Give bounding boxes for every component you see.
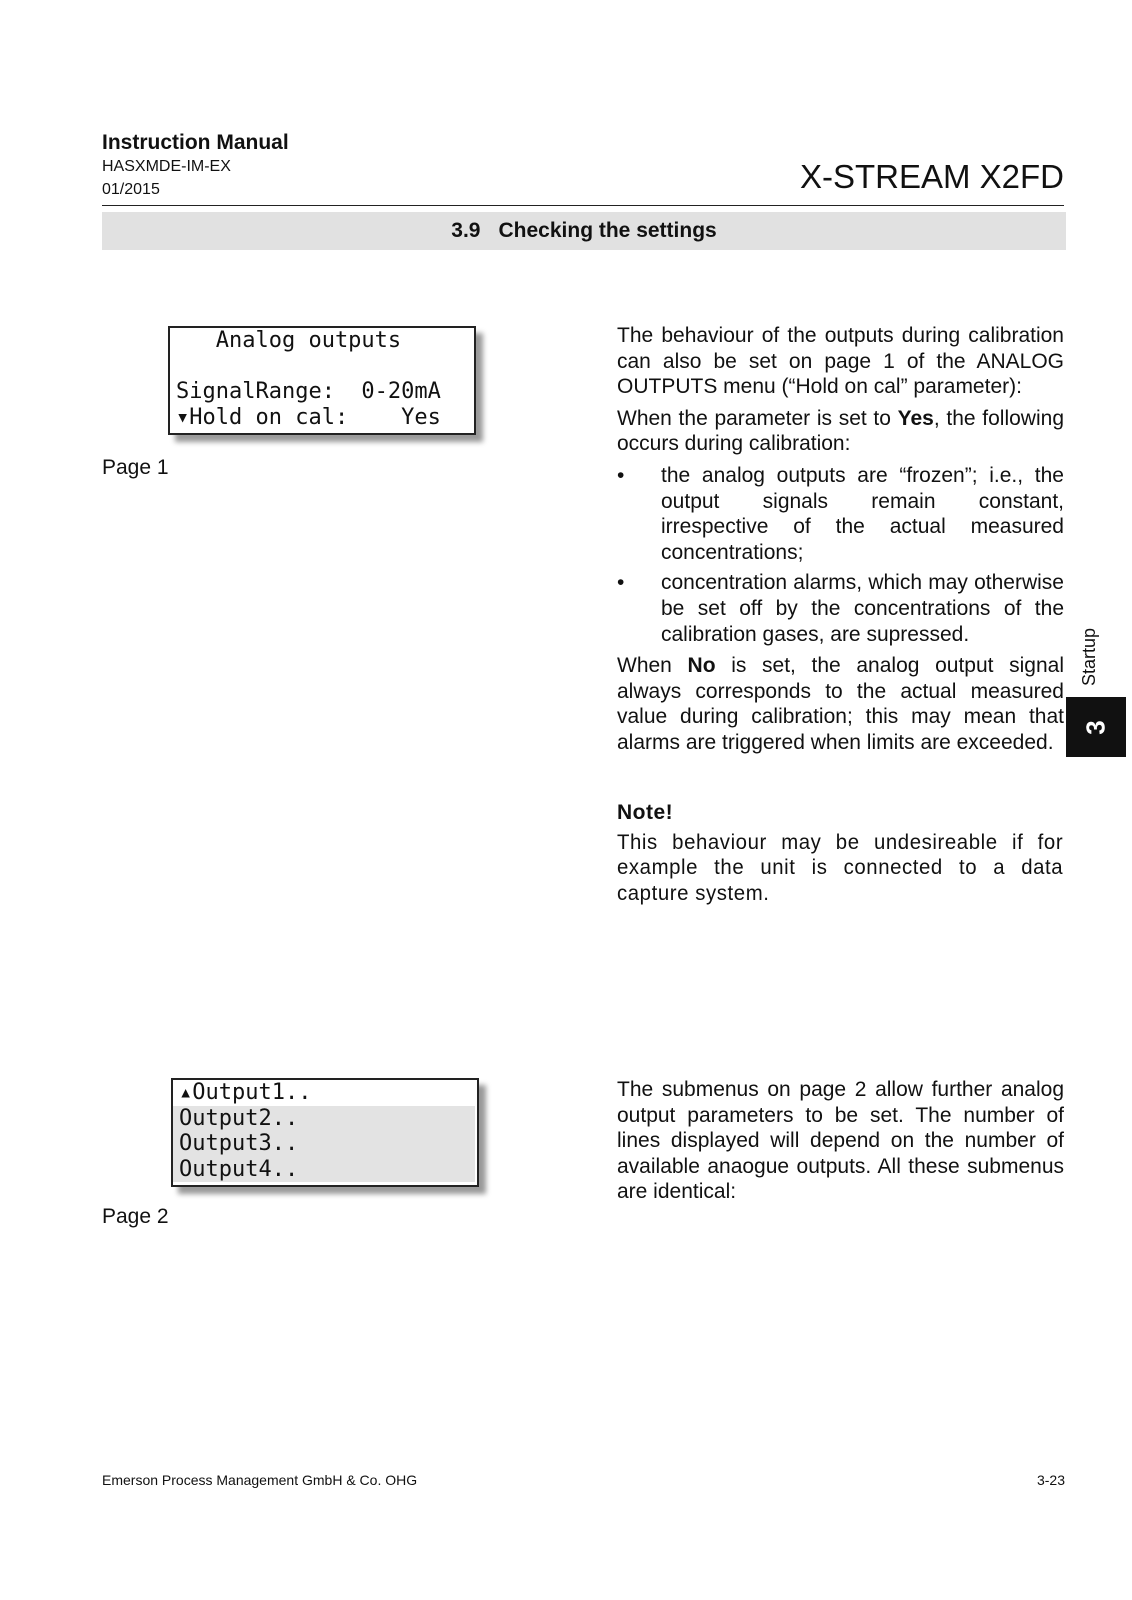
note-body: This behaviour may be undesireable if for example the unit is connected to a data capture system.: [617, 830, 1064, 905]
paragraph: When No is set, the analog output signal always corresponds to the actual measured value during calibration; this may mean that alarms are triggered when limits are exceeded.: [617, 654, 1065, 754]
lcd-display-page1: [168, 326, 476, 435]
lcd-display-page2: [171, 1078, 479, 1187]
lcd-row: Output4..: [173, 1157, 475, 1183]
lcd-row: ▴Output1..: [179, 1080, 312, 1105]
lcd-row: ▾Hold on cal: Yes: [176, 404, 441, 430]
manual-title: Instruction Manual: [102, 131, 289, 154]
header-divider: [102, 205, 1064, 206]
list-item: • concentration alarms, which may otherwise be set off by the concentrations of the calibration gases, are supressed.: [617, 571, 1064, 646]
document-date: 01/2015: [102, 181, 160, 198]
product-name: X-STREAM X2FD: [799, 158, 1064, 195]
bullet-list: [617, 463, 1064, 647]
paragraph: The submenus on page 2 allow further analog output parameters to be set. The number of lines displayed will depend on the number of available anaogue outputs. All these submenus are identical:: [617, 1078, 1064, 1204]
text-column-1: [617, 323, 1064, 762]
bullet-icon: •: [617, 463, 625, 487]
lcd-row: Output2..: [173, 1106, 475, 1132]
lcd-row: Output3..: [173, 1131, 475, 1157]
section-heading: [102, 212, 1066, 250]
list-item: • the analog outputs are “frozen”; i.e., the output signals remain constant, irrespective of the actual measured concentrations;: [617, 463, 1064, 564]
section-number: 3.9: [451, 219, 481, 242]
paragraph: When the parameter is set to Yes, the following occurs during calibration:: [617, 406, 1064, 456]
document-code: HASXMDE-IM-EX: [102, 158, 231, 175]
bullet-icon: •: [617, 571, 625, 595]
note-block: [617, 800, 1064, 906]
footer-page-number: 3-23: [1036, 1472, 1065, 1488]
paragraph: The behaviour of the outputs during calibration can also be set on page 1 of the ANALOG OUTPUTS menu (“Hold on cal” parameter):: [617, 324, 1064, 399]
chapter-tab-label: Startup: [1079, 627, 1099, 687]
section-title: Checking the settings: [498, 219, 717, 242]
footer-company: Emerson Process Management GmbH & Co. OHG: [102, 1472, 418, 1488]
text-column-2: [617, 1077, 1064, 1211]
note-title: Note!: [617, 801, 674, 824]
page1-label: Page 1: [102, 456, 169, 479]
lcd-row: [176, 354, 468, 380]
chapter-tab-number: 3: [1066, 697, 1126, 757]
page2-label: Page 2: [102, 1205, 169, 1228]
lcd-row: Analog outputs: [176, 328, 402, 353]
lcd-row: SignalRange: 0-20mA: [176, 379, 441, 404]
